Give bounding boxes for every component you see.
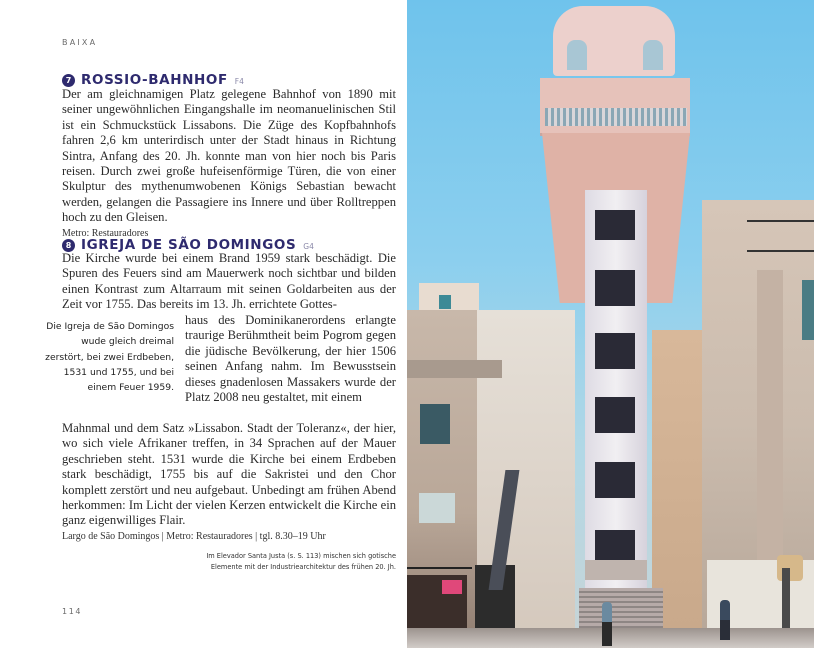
entry-number-badge: 7 bbox=[62, 74, 75, 87]
entry-body-top bbox=[62, 251, 396, 313]
entry-title: IGREJA DE SÃO DOMINGOS bbox=[81, 237, 297, 253]
map-grid-reference: G4 bbox=[303, 242, 314, 251]
pedestrian bbox=[602, 602, 612, 646]
entry-info: Largo de São Domingos | Metro: Restauradores | tgl. 8.30–19 Uhr bbox=[62, 530, 326, 542]
photo-elevador-santa-justa bbox=[407, 0, 814, 648]
entry-text: haus des Dominikanerordens erlangte traurige Berühmtheit beim Pogrom gegen die jüdische Bevölkerung, der hier 1506 seinen Anfang nahm. Im Bewusstsein dieses gnadenlosen Massakers wurde der Platz 2008 neu gestaltet, mit einem bbox=[185, 313, 396, 405]
entry-number-badge: 8 bbox=[62, 239, 75, 252]
entry-body-column bbox=[185, 313, 396, 405]
entry-text: Die Kirche wurde bei einem Brand 1959 stark beschädigt. Die Spuren des Feuers sind am Mauerwerk noch sichtbar und bilden einen Kontrast zum Altarraum mit seinen Goldarbeiten aus der Zeit vor 1755. Das bereits im 13. Jh. errichtete Gottes- bbox=[62, 251, 396, 312]
map-grid-reference: F4 bbox=[234, 77, 244, 86]
entry-text: Mahnmal und dem Satz »Lissabon. Stadt der Toleranz«, der hier, wo sich viele Afrikaner treffen, in 34 Sprachen auf der Mauer geschrieben steht. 1531 wurde die Kirche bei einem Erdbeben stark beschädigt, 1755 bis auf die Sakristei und den Chor komplett zerstört und neu aufgebaut. Unbedingt am frühen Abend herkommen: Im Licht der vielen Kerzen entwickelt die Kirche ein ganz eigenwilliges Flair. bbox=[62, 421, 396, 528]
tower-platform bbox=[540, 78, 690, 136]
entry-info: Metro: Restauradores bbox=[62, 227, 149, 239]
pedestrian bbox=[720, 600, 730, 640]
photo-caption: Im Elevador Santa Justa (s. S. 113) mischen sich gotische Elemente mit der Industriearchitektur des frühen 20. Jh. bbox=[206, 552, 396, 572]
running-head: BAIXA bbox=[62, 38, 98, 47]
entry-body-rossio bbox=[62, 87, 396, 241]
entry-text: Der am gleichnamigen Platz gelegene Bahnhof von 1890 mit seiner ungewöhnlichen Eingangshalle im neomanuelinischen Stil ist ein Schmuckstück Lissabons. Die Züge des Kopfbahnhofs fahren 2,6 km unterirdisch unter der Stadt hinaus in Richtung Sintra, Anfang des 20. Jh. konnte man von hier noch bis Paris reisen. Durch zwei große hufeisenförmige Türen, die von einer Skulptur des mythenumwobenen Königs Sebastian bewacht werden, gelangen die Passagiere ins Innere und über Rolltreppen hoch zu den Gleisen. bbox=[62, 87, 396, 225]
entry-body-bottom bbox=[62, 421, 396, 544]
entry-heading-rossio bbox=[62, 72, 244, 88]
entry-title: ROSSIO-BAHNHOF bbox=[81, 72, 228, 88]
margin-note: Die Igreja de São Domingos wude gleich dreimal zerstört, bei zwei Erdbeben, 1531 und 1755, und bei einem Feuer 1959. bbox=[45, 321, 174, 394]
page-number: 114 bbox=[62, 607, 83, 616]
